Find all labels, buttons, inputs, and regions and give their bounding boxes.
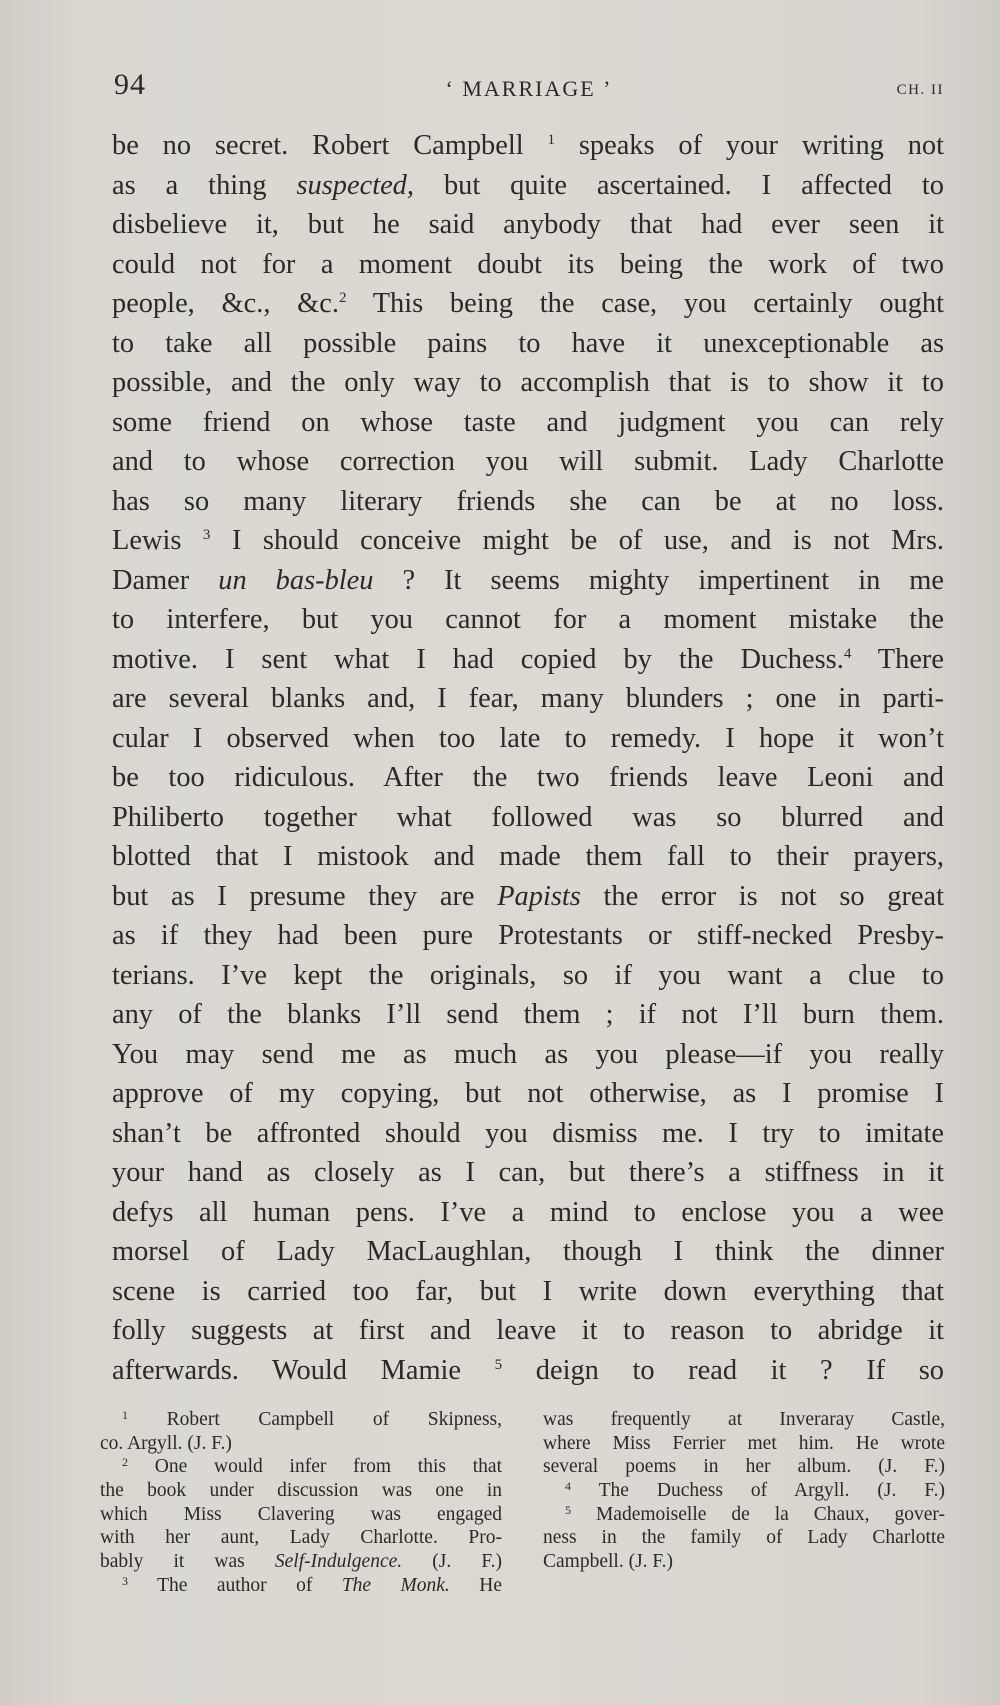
footnote-reference: 4	[843, 645, 852, 662]
text-run: where Miss Ferrier met him. He wrote	[543, 1432, 945, 1454]
text-run: cular I observed when too late to remedy. I hope it won’t	[112, 722, 944, 754]
text-run: some friend on whose taste and judgment you can rely	[112, 406, 944, 438]
text-line	[112, 798, 944, 838]
text-run: There	[851, 643, 944, 675]
text-run: Mademoiselle de la Chaux, gover-	[571, 1503, 945, 1525]
footnote-line	[543, 1408, 945, 1432]
body-text	[112, 126, 944, 1390]
text-line	[112, 1114, 944, 1154]
text-line	[112, 995, 944, 1035]
text-line	[112, 126, 944, 166]
text-line	[112, 1232, 944, 1272]
text-run: You may send me as much as you please—if you really	[112, 1038, 944, 1070]
footnote-line	[543, 1550, 945, 1574]
text-line	[112, 403, 944, 443]
footnote-line	[100, 1526, 502, 1550]
text-line	[112, 521, 944, 561]
text-run: morsel of Lady MacLaughlan, though I think the dinner	[112, 1236, 944, 1267]
text-line	[112, 1311, 944, 1351]
footnote-reference: 1	[547, 132, 555, 148]
text-line	[112, 837, 944, 877]
text-line	[112, 916, 944, 956]
text-line	[112, 679, 944, 719]
text-run: the book under discussion was one in	[100, 1480, 502, 1502]
footnote-line	[100, 1574, 502, 1598]
footnote-line	[543, 1526, 945, 1550]
footnote-line	[100, 1455, 502, 1479]
text-run: as a thing	[112, 169, 297, 201]
footnote-reference: 3	[202, 527, 211, 543]
text-run: has so many literary friends she can be at no loss.	[112, 485, 944, 517]
text-line	[112, 600, 944, 640]
text-line	[112, 245, 944, 285]
footnote-reference: 5	[565, 1502, 571, 1517]
running-head	[114, 68, 944, 108]
page-number: 94	[114, 68, 146, 101]
text-line	[112, 956, 944, 996]
text-run: be no secret. Robert Campbell	[112, 130, 548, 161]
text-run: afterwards. Would Mamie	[112, 1354, 495, 1386]
text-run: ness in the family of Lady Charlotte	[543, 1527, 945, 1549]
footnote-line	[543, 1479, 945, 1503]
footnote-reference: 5	[494, 1356, 503, 1373]
text-run: I should conceive might be of use, and is not Mrs.	[210, 525, 944, 556]
text-run: deign to read it ? If so	[502, 1354, 944, 1386]
italic-text: The Monk.	[341, 1574, 450, 1596]
text-run: people, &c., &c.	[112, 288, 339, 319]
footnote-reference: 4	[565, 1479, 571, 1494]
text-run: the error is not so great	[580, 880, 944, 912]
text-run: scene is carried too far, but I write down everything that	[112, 1275, 944, 1307]
footnote-column-right	[543, 1408, 945, 1598]
text-run: disbelieve it, but he said anybody that had ever seen it	[112, 209, 944, 240]
text-run: be too ridiculous. After the two friends leave Leoni and	[112, 762, 944, 793]
text-run: with her aunt, Lady Charlotte. Pro-	[100, 1527, 502, 1549]
text-line	[112, 166, 944, 206]
footnote-line	[100, 1503, 502, 1527]
italic-text: un bas-bleu	[218, 564, 374, 596]
footnote-reference: 3	[122, 1573, 128, 1588]
footnote-reference: 2	[122, 1455, 128, 1470]
text-line	[112, 877, 944, 917]
text-line	[112, 1153, 944, 1193]
text-run: co. Argyll. (J. F.)	[100, 1432, 232, 1454]
text-line	[112, 1193, 944, 1233]
text-line	[112, 561, 944, 601]
italic-text: Papists	[497, 880, 581, 912]
text-line	[112, 284, 944, 324]
text-run: ? It seems mighty impertinent in me	[373, 564, 944, 596]
text-run: any of the blanks I’ll send them ; if not I’ll burn them.	[112, 999, 944, 1030]
text-run: to interfere, but you cannot for a moment mistake the	[112, 604, 944, 635]
text-run: Robert Campbell of Skipness,	[128, 1409, 502, 1430]
text-line	[112, 1272, 944, 1312]
text-line	[112, 442, 944, 482]
text-run: but as I presume they are	[112, 880, 498, 912]
text-run: your hand as closely as I can, but there’s a stiffness in it	[112, 1157, 944, 1188]
italic-text: suspected,	[296, 169, 414, 201]
footnote-reference: 2	[338, 290, 347, 306]
footnote-line	[543, 1432, 945, 1456]
text-run: but quite ascertained. I affected to	[413, 169, 944, 201]
text-line	[112, 363, 944, 403]
footnote-reference: 1	[122, 1408, 128, 1422]
text-run: which Miss Clavering was engaged	[100, 1503, 502, 1525]
footnote-line	[100, 1408, 502, 1432]
text-run: Philiberto together what followed was so blurred and	[112, 801, 944, 833]
footnotes	[100, 1408, 945, 1598]
footnote-line	[100, 1432, 502, 1456]
footnote-line	[100, 1550, 502, 1574]
text-run: to take all possible pains to have it unexceptionable as	[112, 327, 944, 359]
text-run: Lewis	[112, 525, 203, 556]
text-line	[112, 640, 944, 680]
footnote-column-left	[100, 1408, 502, 1598]
text-run: (J. F.)	[402, 1551, 503, 1573]
chapter-mark: CH. II	[896, 82, 944, 98]
text-run: as if they had been pure Protestants or stiff-necked Presby-	[112, 920, 944, 951]
italic-text: Self-Indulgence.	[274, 1551, 403, 1573]
footnote-line	[100, 1479, 502, 1503]
text-run: speaks of your writing not	[554, 130, 944, 161]
text-run: are several blanks and, I fear, many blunders ; one in parti-	[112, 683, 944, 714]
text-run: approve of my copying, but not otherwise, as I promise I	[112, 1078, 944, 1109]
text-run: Damer	[112, 564, 219, 596]
text-run: The author of	[128, 1574, 342, 1596]
text-line	[112, 205, 944, 245]
text-run: folly suggests at first and leave it to reason to abridge it	[112, 1315, 944, 1346]
footnote-line	[543, 1503, 945, 1527]
text-run: He	[449, 1574, 502, 1596]
text-run: terians. I’ve kept the originals, so if you want a clue to	[112, 959, 944, 991]
text-run: shan’t be affronted should you dismiss me. I try to imitate	[112, 1117, 944, 1149]
text-line	[112, 1035, 944, 1075]
text-line	[112, 324, 944, 364]
text-line	[112, 1074, 944, 1114]
text-run: several poems in her album. (J. F.)	[543, 1456, 945, 1478]
text-line	[112, 482, 944, 522]
text-run: Campbell. (J. F.)	[543, 1551, 674, 1573]
text-run: One would infer from this that	[128, 1456, 502, 1478]
footnote-line	[543, 1455, 945, 1479]
text-line	[112, 719, 944, 759]
text-line	[112, 1351, 944, 1391]
text-line	[112, 758, 944, 798]
text-run: possible, and the only way to accomplish that is to show it to	[112, 367, 944, 398]
text-run: The Duchess of Argyll. (J. F.)	[571, 1480, 945, 1502]
text-run: This being the case, you certainly ought	[346, 288, 944, 319]
text-run: defys all human pens. I’ve a mind to enclose you a wee	[112, 1196, 944, 1228]
text-run: was frequently at Inveraray Castle,	[543, 1409, 945, 1430]
text-run: motive. I sent what I had copied by the Duchess.	[112, 643, 844, 675]
text-run: blotted that I mistook and made them fall to their prayers,	[112, 841, 944, 872]
text-run: could not for a moment doubt its being the work of two	[112, 248, 944, 280]
text-run: bably it was	[100, 1551, 275, 1573]
text-run: and to whose correction you will submit. Lady Charlotte	[112, 446, 944, 477]
running-title: ‘ MARRIAGE ’	[445, 76, 613, 101]
